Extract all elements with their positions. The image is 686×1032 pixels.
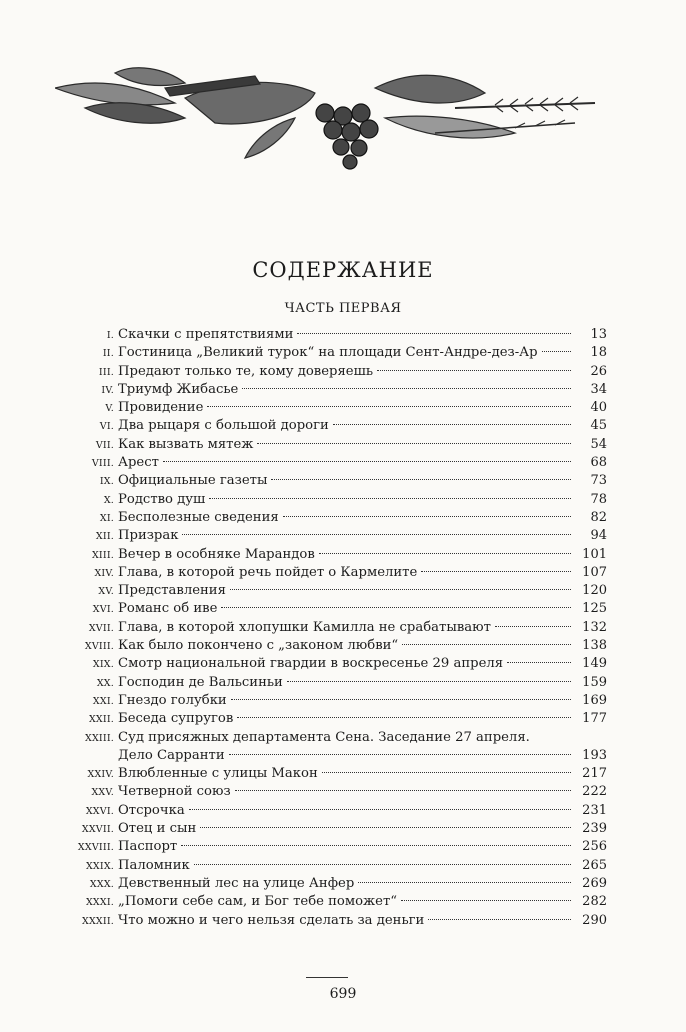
dot-leader — [209, 498, 571, 499]
chapter-number: I. — [106, 330, 114, 341]
toc-entry — [62, 600, 607, 618]
page-ref: 269 — [582, 875, 607, 891]
toc-entry — [62, 857, 607, 875]
toc-entry — [62, 381, 607, 399]
dot-leader — [229, 754, 571, 755]
dot-leader — [333, 424, 571, 425]
page-ref: 282 — [582, 894, 607, 910]
toc-entry — [62, 674, 607, 692]
toc-heading: СОДЕРЖАНИЕ — [252, 258, 434, 282]
chapter-number: XXIX. — [85, 860, 114, 872]
toc-entry — [62, 472, 607, 490]
page-ref: 138 — [582, 638, 607, 654]
toc-entry — [62, 637, 607, 655]
toc-entry — [62, 729, 607, 747]
dot-leader — [401, 900, 571, 901]
decorative-vignette — [55, 58, 605, 178]
chapter-title: Что можно и чего нельзя сделать за деньги — [118, 912, 425, 928]
toc-entry — [62, 582, 607, 600]
dot-leader — [507, 662, 571, 663]
dot-leader — [428, 919, 571, 920]
toc-entry — [62, 326, 607, 344]
chapter-number: XII. — [95, 531, 114, 543]
chapter-number: XXX. — [89, 878, 114, 890]
page-ref: 193 — [582, 747, 607, 763]
dot-leader — [358, 882, 571, 883]
chapter-number: V. — [105, 403, 114, 415]
page-ref: 265 — [582, 857, 607, 873]
dot-leader — [231, 699, 571, 700]
chapter-number: XXXII. — [81, 915, 114, 927]
chapter-title: Два рыцаря с большой дороги — [118, 418, 329, 434]
page-ref: 125 — [582, 601, 607, 617]
page-ref: 177 — [582, 711, 607, 727]
part-heading: ЧАСТЬ ПЕРВАЯ — [284, 301, 402, 316]
chapter-title: Триумф Жибасье — [118, 381, 239, 397]
dot-leader — [189, 809, 571, 810]
toc-entry — [62, 509, 607, 527]
page-ref: 149 — [582, 656, 607, 672]
toc-entry — [62, 527, 607, 545]
chapter-title: Влюбленные с улицы Макон — [118, 766, 318, 782]
dot-leader — [237, 717, 571, 718]
page-ref: 82 — [590, 509, 607, 525]
toc-entry — [62, 655, 607, 673]
chapter-title: Романс об иве — [118, 601, 218, 617]
toc-entry — [62, 619, 607, 637]
chapter-title: Родство душ — [118, 491, 206, 507]
page-ref: 159 — [582, 674, 607, 690]
chapter-title: Паломник — [118, 857, 190, 873]
chapter-title: Отец и сын — [118, 821, 197, 837]
chapter-title: Как вызвать мятеж — [118, 436, 254, 452]
chapter-number: XVII. — [88, 622, 114, 634]
toc-entry — [62, 912, 607, 930]
page-ref: 73 — [590, 473, 607, 489]
dot-leader — [235, 790, 571, 791]
dot-leader — [421, 571, 571, 572]
page-ref: 78 — [590, 491, 607, 507]
page-ref: 45 — [590, 418, 607, 434]
chapter-title: Официальные газеты — [118, 473, 268, 489]
folio-rule — [306, 977, 348, 978]
chapter-title: Бесполезные сведения — [118, 509, 279, 525]
toc-entry — [62, 363, 607, 381]
toc-entry — [62, 436, 607, 454]
dot-leader — [230, 589, 571, 590]
dot-leader — [322, 772, 571, 773]
dot-leader — [402, 644, 571, 645]
chapter-number: XXI. — [92, 695, 114, 707]
chapter-number: VIII. — [91, 458, 114, 470]
chapter-title: Скачки с препятствиями — [118, 327, 294, 342]
chapter-number: XV. — [98, 586, 114, 598]
chapter-title: Глава, в которой хлопушки Камилла не срабатывают — [118, 619, 491, 635]
dot-leader — [287, 681, 571, 682]
chapter-title: Суд присяжных департамента Сена. Заседание 27 апреля. — [118, 729, 530, 745]
chapter-number: XXXI. — [85, 897, 114, 909]
dot-leader — [283, 516, 571, 517]
toc-entry — [62, 454, 607, 472]
toc-entry — [62, 747, 607, 765]
chapter-number: XXVIII. — [77, 842, 114, 854]
chapter-number: XVIII. — [84, 641, 114, 653]
toc-entry — [62, 417, 607, 435]
page-ref: 18 — [590, 345, 607, 361]
chapter-number: IV. — [101, 384, 114, 396]
table-of-contents — [62, 326, 607, 930]
toc-entry — [62, 692, 607, 710]
page-ref: 222 — [582, 784, 607, 800]
page-ref: 101 — [582, 546, 607, 562]
toc-entry — [62, 893, 607, 911]
toc-entry — [62, 783, 607, 801]
dot-leader — [181, 845, 571, 846]
toc-entry — [62, 838, 607, 856]
chapter-title: Вечер в особняке Марандов — [118, 546, 315, 562]
chapter-number: VII. — [95, 439, 114, 451]
chapter-number: XXIII. — [84, 732, 114, 744]
page-ref: 26 — [590, 363, 607, 379]
dot-leader — [257, 443, 571, 444]
chapter-title: Как было покончено с „законом любви“ — [118, 638, 399, 654]
dot-leader — [542, 351, 571, 352]
chapter-title: Гнездо голубки — [118, 692, 227, 708]
page-ref: 54 — [590, 436, 607, 452]
chapter-title: Беседа супругов — [118, 711, 234, 727]
toc-entry — [62, 564, 607, 582]
page-number: 699 — [329, 986, 357, 1002]
toc-entry — [62, 802, 607, 820]
dot-leader — [163, 461, 571, 462]
dot-leader — [194, 864, 571, 865]
chapter-number: XXVII. — [81, 824, 114, 836]
chapter-title: Арест — [118, 455, 159, 471]
chapter-number: XIII. — [91, 549, 114, 561]
chapter-title: Девственный лес на улице Анфер — [118, 875, 355, 891]
chapter-number: IX. — [99, 476, 114, 488]
page-ref: 169 — [582, 692, 607, 708]
chapter-title: Глава, в которой речь пойдет о Кармелите — [118, 564, 418, 580]
page-ref: 68 — [590, 455, 607, 471]
chapter-title: Провидение — [118, 400, 204, 416]
dot-leader — [271, 479, 571, 480]
dot-leader — [377, 370, 571, 371]
chapter-number: XIX. — [92, 659, 114, 671]
dot-leader — [242, 388, 571, 389]
chapter-title: Призрак — [118, 528, 179, 544]
toc-entry — [62, 491, 607, 509]
page-ref: 120 — [582, 583, 607, 599]
page-ref: 132 — [582, 619, 607, 635]
page-ref: 290 — [582, 912, 607, 928]
toc-entry — [62, 344, 607, 362]
dot-leader — [319, 553, 571, 554]
page-ref: 40 — [590, 400, 607, 416]
toc-entry — [62, 546, 607, 564]
chapter-title: Дело Сарранти — [118, 747, 225, 763]
chapter-title: Четверной союз — [118, 784, 231, 800]
toc-entry — [62, 765, 607, 783]
dot-leader — [495, 626, 571, 627]
chapter-number: III. — [98, 366, 114, 378]
chapter-number: X. — [103, 494, 114, 506]
chapter-title: Смотр национальной гвардии в воскресенье 29 апреля — [118, 656, 504, 672]
page-ref: 13 — [590, 327, 607, 342]
chapter-title: Гостиница „Великий турок“ на площади Сент-Андре-дез-Ар — [118, 345, 538, 361]
chapter-number: XXV. — [91, 787, 114, 799]
chapter-title: Представления — [118, 583, 226, 599]
dot-leader — [207, 406, 571, 407]
chapter-title: Паспорт — [118, 839, 178, 855]
page-ref: 94 — [590, 528, 607, 544]
page-ref: 217 — [582, 766, 607, 782]
toc-entry — [62, 710, 607, 728]
chapter-title: „Помоги себе сам, и Бог тебе поможет“ — [118, 894, 398, 910]
page-ref: 256 — [582, 839, 607, 855]
dot-leader — [182, 534, 571, 535]
chapter-number: XXVI. — [85, 805, 114, 817]
page-ref: 107 — [582, 564, 607, 580]
dot-leader — [221, 607, 571, 608]
chapter-number: XVI. — [92, 604, 114, 616]
toc-entry — [62, 399, 607, 417]
chapter-number: II. — [102, 348, 114, 360]
chapter-title: Предают только те, кому доверяешь — [118, 363, 374, 379]
chapter-number: XI. — [99, 512, 114, 524]
chapter-title: Отсрочка — [118, 802, 185, 818]
toc-entry — [62, 875, 607, 893]
page-ref: 231 — [582, 802, 607, 818]
page-ref: 239 — [582, 821, 607, 837]
chapter-title: Господин де Вальсиньи — [118, 674, 283, 690]
dot-leader — [297, 333, 571, 334]
chapter-number: XIV. — [94, 567, 114, 579]
chapter-number: XXIV. — [87, 769, 114, 781]
chapter-number: XX. — [96, 677, 114, 689]
chapter-number: VI. — [99, 421, 114, 433]
page-ref: 34 — [590, 381, 607, 397]
dot-leader — [200, 827, 571, 828]
chapter-number: XXII. — [88, 714, 114, 726]
toc-entry — [62, 820, 607, 838]
